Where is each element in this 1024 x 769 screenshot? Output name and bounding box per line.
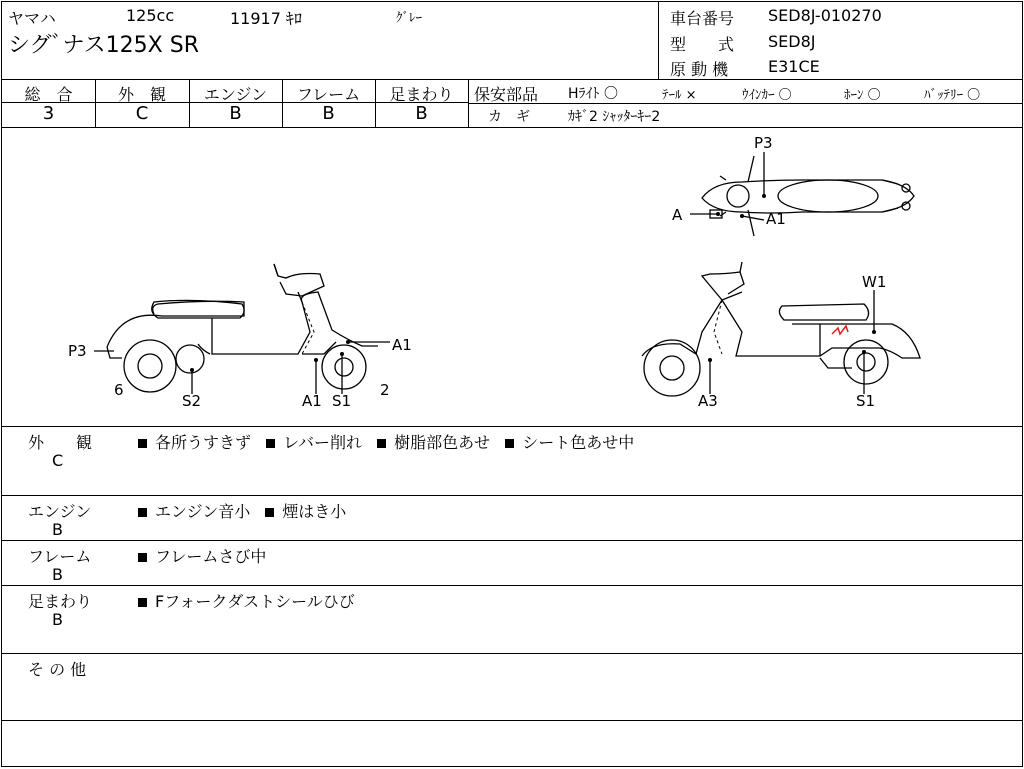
remark-item: 煙はき小	[265, 499, 346, 522]
remark-item: シート色あせ中	[505, 430, 634, 453]
safety-item-headlight	[568, 83, 618, 103]
grade-exterior: C	[135, 103, 149, 124]
label-p3-left: P3	[68, 342, 87, 360]
label-w1: W1	[862, 273, 887, 291]
remark-label-engine: エンジン	[28, 502, 92, 521]
maker: ヤマハ	[8, 9, 56, 28]
remark-item: 各所うすきず	[138, 430, 251, 453]
type-label: 型 式	[670, 35, 735, 54]
grade-suspension: B	[415, 103, 428, 124]
safety-item-name: ｳｲﾝｶｰ	[742, 88, 775, 103]
model-name: シグﾞナス125X SR	[8, 33, 199, 58]
header-rule	[2, 79, 1022, 80]
displacement: 125cc	[126, 6, 175, 25]
damage-diagram	[2, 128, 1022, 426]
safety-mid-rule	[468, 103, 1022, 104]
safety-item-mark: 〇	[967, 88, 981, 103]
safety-item-winker	[742, 84, 792, 103]
safety-item-horn	[844, 84, 881, 103]
leader-lines	[94, 152, 874, 394]
damage-mark-icon	[832, 326, 848, 334]
remark-grade-exterior: C	[52, 451, 64, 470]
remark-rule	[2, 653, 1022, 654]
remark-rule	[2, 495, 1022, 496]
bullet-square-icon	[138, 553, 147, 562]
label-a1-left: A1	[302, 392, 322, 410]
key-label: カ ギ	[488, 109, 530, 125]
safety-item-name: Hﾗｲﾄ	[568, 86, 600, 102]
remark-item: 樹脂部色あせ	[377, 430, 490, 453]
bullet-square-icon	[138, 439, 147, 448]
frame-no-label: 車台番号	[670, 9, 735, 28]
grade-engine: B	[229, 103, 242, 124]
grade-frame: B	[322, 103, 335, 124]
grade-header-engine: エンジン	[203, 85, 268, 104]
safety-item-battery	[924, 84, 980, 103]
body-color: ｸﾞﾚｰ	[396, 11, 422, 26]
safety-item-name: ﾎｰﾝ	[844, 88, 864, 103]
remark-item: Fフォークダストシールひび	[138, 589, 355, 612]
label-6: 6	[114, 381, 124, 399]
bullet-square-icon	[266, 439, 275, 448]
safety-label: 保安部品	[474, 85, 539, 104]
safety-item-mark: ×	[685, 88, 697, 103]
grade-header-exterior: 外 観	[117, 85, 166, 104]
remark-items-frame	[138, 544, 276, 567]
grade-total: 3	[42, 103, 55, 124]
header-divider	[658, 2, 659, 80]
safety-item-tail	[662, 84, 697, 103]
remark-item: レバー削れ	[266, 430, 362, 453]
label-p3-top: P3	[754, 134, 773, 152]
remark-grade-suspension: B	[52, 610, 63, 629]
remark-rule	[2, 585, 1022, 586]
engine-label: 原 動 機	[670, 60, 729, 79]
bullet-square-icon	[138, 508, 147, 517]
remark-items-engine	[138, 499, 356, 522]
key-value: ｶｷﾞ2 ｼｬｯﾀｰｷｰ2	[568, 109, 661, 125]
remark-grade-frame: B	[52, 565, 63, 584]
remark-item: フレームさび中	[138, 544, 266, 567]
bullet-square-icon	[265, 508, 274, 517]
label-s1-right: S1	[856, 392, 876, 410]
bullet-square-icon	[138, 598, 147, 607]
remark-item: エンジン音小	[138, 499, 250, 522]
label-a1-left-top: A1	[392, 336, 412, 354]
safety-item-mark: 〇	[603, 86, 618, 102]
scooter-top-view	[702, 156, 914, 236]
label-s2: S2	[182, 392, 202, 410]
label-2: 2	[380, 381, 390, 399]
mileage: 11917 ｷﾛ	[230, 9, 302, 28]
engine-value: E31CE	[768, 57, 820, 76]
inspection-sheet	[1, 1, 1023, 767]
remark-rule	[2, 540, 1022, 541]
safety-item-name: ﾃｰﾙ	[662, 88, 682, 103]
remark-rule	[2, 720, 1022, 721]
label-a3: A3	[698, 392, 718, 410]
grade-header-total: 総 合	[24, 85, 73, 104]
bullet-square-icon	[377, 439, 386, 448]
safety-item-mark: 〇	[867, 88, 881, 103]
label-a-top: A	[672, 206, 683, 224]
grade-header-frame: フレーム	[296, 85, 361, 104]
remark-label-other: そ の 他	[28, 660, 87, 679]
grade-header-suspension: 足まわり	[389, 85, 454, 104]
remark-grade-engine: B	[52, 520, 63, 539]
safety-item-mark: 〇	[778, 88, 792, 103]
diagram-bottom-rule	[2, 426, 1022, 427]
type-value: SED8J	[768, 32, 816, 51]
remark-items-suspension	[138, 589, 365, 612]
remark-label-frame: フレーム	[28, 547, 92, 566]
remark-label-exterior: 外 観	[28, 433, 93, 452]
label-s1-left: S1	[332, 392, 352, 410]
bullet-square-icon	[505, 439, 514, 448]
label-a1-top: A1	[766, 210, 786, 228]
remark-label-suspension: 足まわり	[28, 592, 93, 611]
frame-no: SED8J-010270	[768, 6, 882, 25]
remark-items-exterior	[138, 430, 644, 453]
safety-item-name: ﾊﾞｯﾃﾘｰ	[924, 88, 963, 103]
scooter-left-side-view	[107, 264, 378, 392]
